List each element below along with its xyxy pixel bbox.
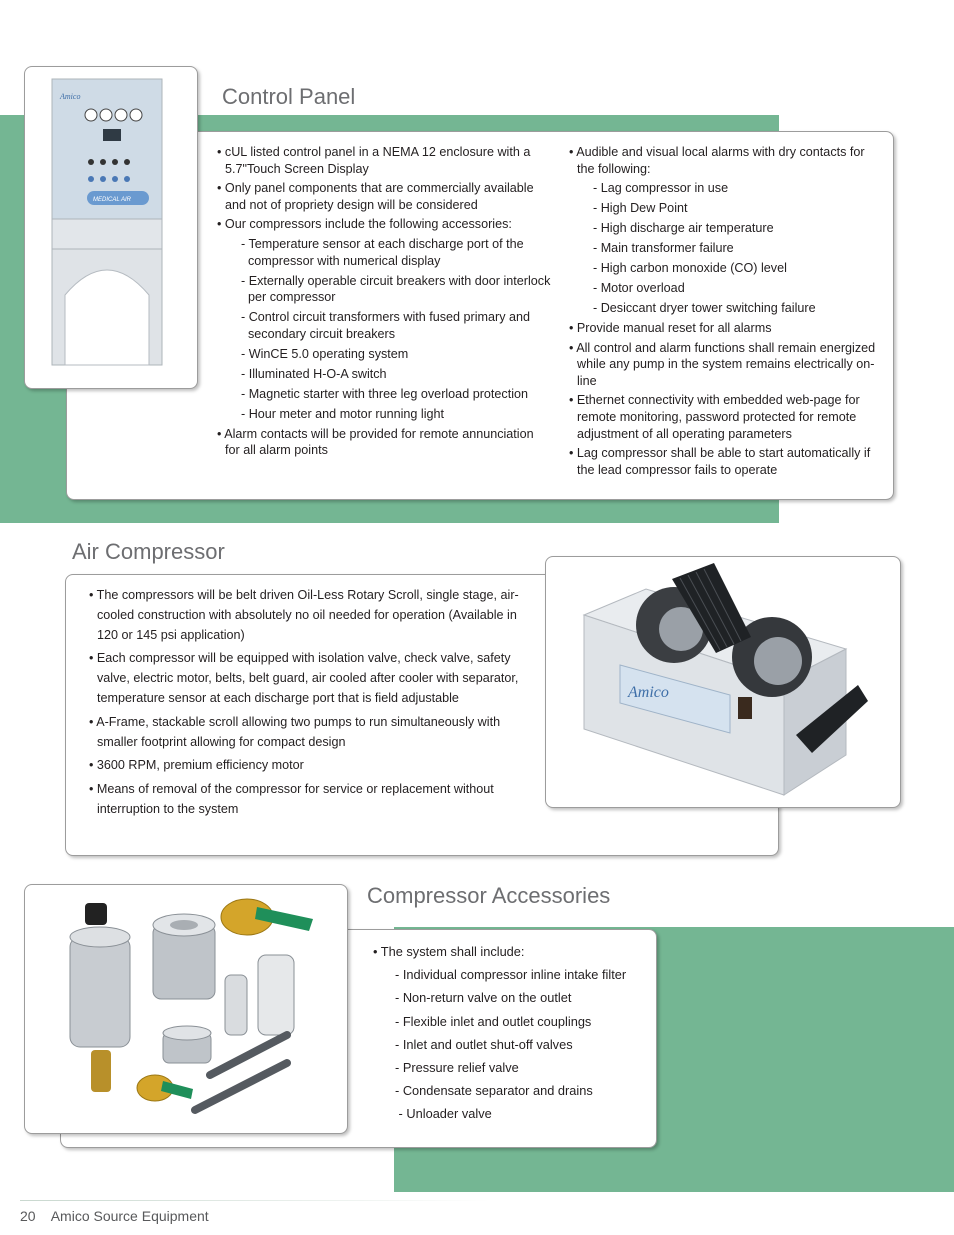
control-panel-subitem: - Illuminated H-O-A switch [241,366,387,381]
accessories-subitem: - Condensate separator and drains [395,1083,593,1099]
control-panel-subitem: - Main transformer failure [593,241,734,256]
control-panel-bullet: • cUL listed control panel in a NEMA 12 enclosure with a 5.7"Touch Screen Display [217,145,531,176]
accessories-list [367,944,647,1130]
accessories-subitem: - Unloader valve [395,1106,492,1122]
air-compressor-bullet: • Means of removal of the compressor for service or replacement without interruption to the system [89,781,494,816]
control-panel-col1 [211,144,551,462]
control-panel-subitem: - Desiccant dryer tower switching failure [593,301,816,316]
control-panel-image-frame [24,66,198,389]
accessories-image [25,885,347,1133]
accessories-subitem: - Flexible inlet and outlet couplings [395,1013,592,1029]
control-panel-subitem: - Hour meter and motor running light [241,406,444,421]
footer-rule [20,1200,490,1201]
control-panel-bullet: • All control and alarm functions shall remain energized while any pump in the system remains electrically on-line [569,340,876,388]
page-number: 20 [20,1208,36,1224]
accessories-bullet: • The system shall include: [373,944,525,959]
accessories-subitem: - Individual compressor inline intake filter [395,967,627,983]
accessories-subitem: - Non-return valve on the outlet [395,990,572,1006]
air-compressor-list [81,585,527,822]
control-panel-subitem: - High Dew Point [593,201,688,216]
accessories-subitem: - Inlet and outlet shut-off valves [395,1036,573,1052]
control-panel-col2 [563,144,883,481]
control-panel-subitem: - High discharge air temperature [593,221,774,236]
control-panel-title: Control Panel [222,84,356,109]
control-panel-bullet: • Lag compressor shall be able to start automatically if the lead compressor fails to operate [569,446,871,477]
control-panel-subitem: - High carbon monoxide (CO) level [593,261,787,276]
control-panel-subitem: - Magnetic starter with three leg overload protection [241,386,528,401]
control-panel-bullet: • Ethernet connectivity with embedded web-page for remote monitoring, password protected for remote adjustment of all operating parameters [569,393,860,441]
control-panel-bullet: • Our compressors include the following accessories: [217,217,512,232]
control-panel-bullet: • Only panel components that are commercially available and not of propriety design will be considered [217,181,534,212]
control-panel-image [25,67,197,388]
accessories-title: Compressor Accessories [367,883,611,908]
control-panel-subitem: - Control circuit transformers with fused primary and secondary circuit breakers [241,310,531,341]
air-compressor-title: Air Compressor [72,539,225,564]
control-panel-image-logo: Amico [60,92,81,101]
control-panel-subitem: - Lag compressor in use [593,181,729,196]
control-panel-bullet: • Alarm contacts will be provided for remote annunciation for all alarm points [217,426,534,458]
accessories-subitem: - Pressure relief valve [395,1059,519,1075]
accessories-image-frame [24,884,348,1134]
air-compressor-bullet: • Each compressor will be equipped with isolation valve, check valve, safety valve, electric motor, belts, belt guard, air cooled after cooler with separator, temperature sensor at each discharge port that is field adjustable [89,651,519,706]
footer [20,1208,221,1224]
footer-label: Amico Source Equipment [50,1208,209,1224]
control-panel-subitem: - WinCE 5.0 operating system [241,346,409,361]
air-compressor-image [546,557,900,807]
air-compressor-image-logo: Amico [628,684,669,701]
control-panel-image-label: MEDICAL AIR [93,197,132,203]
control-panel-subitem: - Temperature sensor at each discharge port of the compressor with numerical display [241,236,524,268]
air-compressor-bullet: • A-Frame, stackable scroll allowing two pumps to run simultaneously with smaller footprint allowing for compact design [89,714,501,749]
air-compressor-bullet: • 3600 RPM, premium efficiency motor [89,758,304,773]
air-compressor-image-frame [545,556,901,808]
control-panel-bullet: • Provide manual reset for all alarms [569,321,772,336]
control-panel-bullet: • Audible and visual local alarms with dry contacts for the following: [569,145,865,176]
control-panel-subitem: - Externally operable circuit breakers with door interlock per compressor [241,273,551,305]
air-compressor-bullet: • The compressors will be belt driven Oil-Less Rotary Scroll, single stage, air-cooled construction with absolutely no oil needed for operation (Available in 120 or 145 psi application) [89,588,519,642]
control-panel-subitem: - Motor overload [593,281,685,296]
